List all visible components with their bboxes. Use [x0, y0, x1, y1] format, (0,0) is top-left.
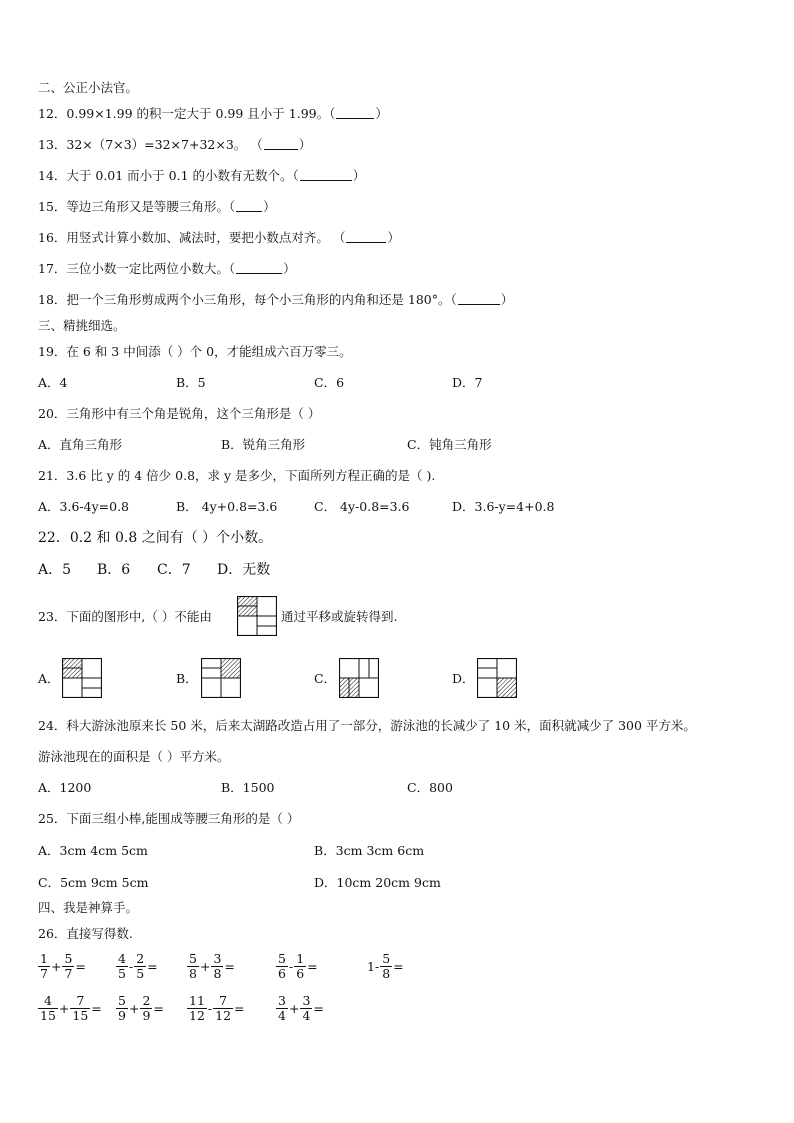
option-c[interactable]: C．7	[157, 562, 191, 578]
question-text: 14．大于 0.01 而小于 0.1 的小数有无数个。（	[38, 168, 299, 183]
question-22-stem: 22．0.2 和 0.8 之间有（ ）个小数。	[38, 530, 273, 546]
option-a[interactable]: A．5	[38, 562, 72, 578]
bracket: ）	[298, 137, 312, 152]
fraction-problem[interactable]: $\frac{3}{4}$ + $\frac{3}{4}$ =	[278, 993, 324, 1023]
bracket: ）	[500, 292, 514, 307]
fraction: $\frac{1}{6}$	[296, 951, 305, 981]
option-c[interactable]: C．钝角三角形	[407, 437, 492, 452]
question-20-stem: 20．三角形中有三个角是锐角，这个三角形是（ ）	[38, 406, 321, 421]
option-d[interactable]: D．10cm 20cm 9cm	[314, 875, 441, 890]
fraction: $\frac{7}{12}$	[215, 993, 232, 1023]
option-a[interactable]: A．直角三角形	[38, 437, 123, 452]
fraction: $\frac{4}{15}$	[40, 993, 56, 1023]
question-24-stem-line2: 游泳池现在的面积是（ ）平方米。	[38, 749, 230, 764]
option-b[interactable]: B． 4y+0.8=3.6	[176, 499, 278, 514]
option-c[interactable]: C．800	[407, 780, 453, 795]
question-19-stem: 19．在 6 和 3 中间添（ ）个 0，才能组成六百万零三。	[38, 344, 352, 359]
answer-blank[interactable]	[236, 261, 282, 274]
fraction: $\frac{3}{4}$	[278, 993, 286, 1023]
bracket: ）	[263, 199, 276, 214]
fraction: $\frac{11}{12}$	[189, 993, 205, 1023]
option-c[interactable]: C．6	[314, 375, 345, 390]
question-21-stem: 21．3.6 比 y 的 4 倍少 0.8，求 y 是多少，下面所列方程正确的是（ ).	[38, 468, 436, 483]
fraction: $\frac{5}{9}$	[118, 993, 126, 1023]
fraction: $\frac{5}{8}$	[189, 951, 197, 981]
answer-blank[interactable]	[458, 292, 500, 305]
fraction: $\frac{3}{8}$	[213, 951, 222, 981]
option-c[interactable]: C．5cm 9cm 5cm	[38, 875, 149, 890]
option-a-figure[interactable]	[62, 658, 102, 698]
question-24-stem-line1: 24．科大游泳池原来长 50 米，后来太湖路改造占用了一部分，游泳池的长减少了 10 米，面积就减少了 300 平方米。	[38, 718, 696, 733]
option-c[interactable]: C． 4y-0.8=3.6	[314, 499, 410, 514]
question-text: 13．32×（7×3）=32×7+32×3。 （	[38, 137, 263, 152]
fraction: $\frac{5}{8}$	[382, 951, 391, 981]
fraction-problem[interactable]: $\frac{1}{7}$ + $\frac{5}{7}$ =	[40, 951, 86, 981]
question-23-stem-a: 23．下面的图形中,（ ）不能由	[38, 609, 212, 624]
answer-blank[interactable]	[236, 199, 262, 212]
answer-blank[interactable]	[336, 106, 374, 119]
question-text: 17．三位小数一定比两位小数大。（	[38, 261, 236, 276]
fraction: $\frac{3}{4}$	[302, 993, 311, 1023]
question-16	[38, 230, 400, 246]
question-text: 15．等边三角形又是等腰三角形。（	[38, 199, 236, 214]
fraction: $\frac{4}{5}$	[118, 951, 126, 981]
option-c-figure[interactable]	[339, 658, 379, 698]
question-17	[38, 261, 296, 277]
question-text: 12．0.99×1.99 的积一定大于 0.99 且小于 1.99。（	[38, 106, 336, 121]
answer-blank[interactable]	[300, 168, 352, 181]
option-d[interactable]: D．7	[452, 375, 483, 390]
fraction: $\frac{5}{6}$	[278, 951, 286, 981]
question-26-stem: 26．直接写得数.	[38, 926, 133, 941]
question-text: 18．把一个三角形剪成两个小三角形，每个小三角形的内角和还是 180°。（	[38, 292, 457, 307]
section-heading: 四、我是神算手。	[38, 900, 139, 915]
question-text: 16．用竖式计算小数加、减法时，要把小数点对齐。 （	[38, 230, 346, 245]
answer-blank[interactable]	[264, 137, 298, 150]
fraction: $\frac{2}{5}$	[136, 951, 145, 981]
option-c[interactable]: C．	[314, 671, 337, 686]
option-a[interactable]: A．3.6-4y=0.8	[38, 499, 129, 514]
fraction: $\frac{7}{15}$	[72, 993, 89, 1023]
question-23-stem-b: 通过平移或旋转得到.	[281, 609, 398, 624]
option-b[interactable]: B．	[176, 671, 198, 686]
fraction-problem[interactable]: $\frac{5}{8}$ + $\frac{3}{8}$ =	[189, 951, 235, 981]
section-heading: 三、精挑细选。	[38, 318, 126, 333]
fraction: $\frac{5}{7}$	[64, 951, 73, 981]
fraction-problem[interactable]: $\frac{11}{12}$ - $\frac{7}{12}$ =	[189, 993, 245, 1023]
option-b[interactable]: B．6	[97, 562, 131, 578]
option-a[interactable]: A．4	[38, 375, 68, 390]
fraction-problem[interactable]: $\frac{5}{9}$ + $\frac{2}{9}$ =	[118, 993, 164, 1023]
answer-blank[interactable]	[346, 230, 386, 243]
reference-figure	[237, 596, 277, 636]
option-b[interactable]: B．1500	[221, 780, 275, 795]
option-d[interactable]: D．	[452, 671, 475, 686]
bracket: ）	[375, 106, 388, 121]
fraction: $\frac{2}{9}$	[142, 993, 151, 1023]
fraction-problem[interactable]: $\frac{4}{15}$ + $\frac{7}{15}$ =	[40, 993, 102, 1023]
option-b[interactable]: B．5	[176, 375, 206, 390]
option-a[interactable]: A．	[38, 671, 60, 686]
fraction-problem[interactable]: $\frac{5}{6}$ - $\frac{1}{6}$ =	[278, 951, 318, 981]
question-14	[38, 168, 365, 184]
option-d-figure[interactable]	[477, 658, 517, 698]
question-12	[38, 106, 388, 122]
option-d[interactable]: D．无数	[217, 562, 271, 578]
bracket: ）	[387, 230, 400, 245]
option-b[interactable]: B．锐角三角形	[221, 437, 306, 452]
fraction: $\frac{1}{7}$	[40, 951, 48, 981]
bracket: ）	[283, 261, 296, 276]
section-heading: 二、公正小法官。	[38, 80, 139, 95]
question-18	[38, 292, 513, 308]
option-a[interactable]: A．3cm 4cm 5cm	[38, 843, 148, 858]
question-13	[38, 137, 311, 153]
option-d[interactable]: D．3.6-y=4+0.8	[452, 499, 555, 514]
bracket: ）	[352, 168, 366, 183]
fraction-problem[interactable]: $\frac{4}{5}$ - $\frac{2}{5}$ =	[118, 951, 158, 981]
option-b[interactable]: B．3cm 3cm 6cm	[314, 843, 425, 858]
fraction-problem[interactable]: 1- $\frac{5}{8}$ =	[367, 951, 404, 981]
option-b-figure[interactable]	[201, 658, 241, 698]
question-15	[38, 199, 276, 215]
question-25-stem: 25．下面三组小棒,能围成等腰三角形的是（ ）	[38, 811, 300, 826]
option-a[interactable]: A．1200	[38, 780, 92, 795]
